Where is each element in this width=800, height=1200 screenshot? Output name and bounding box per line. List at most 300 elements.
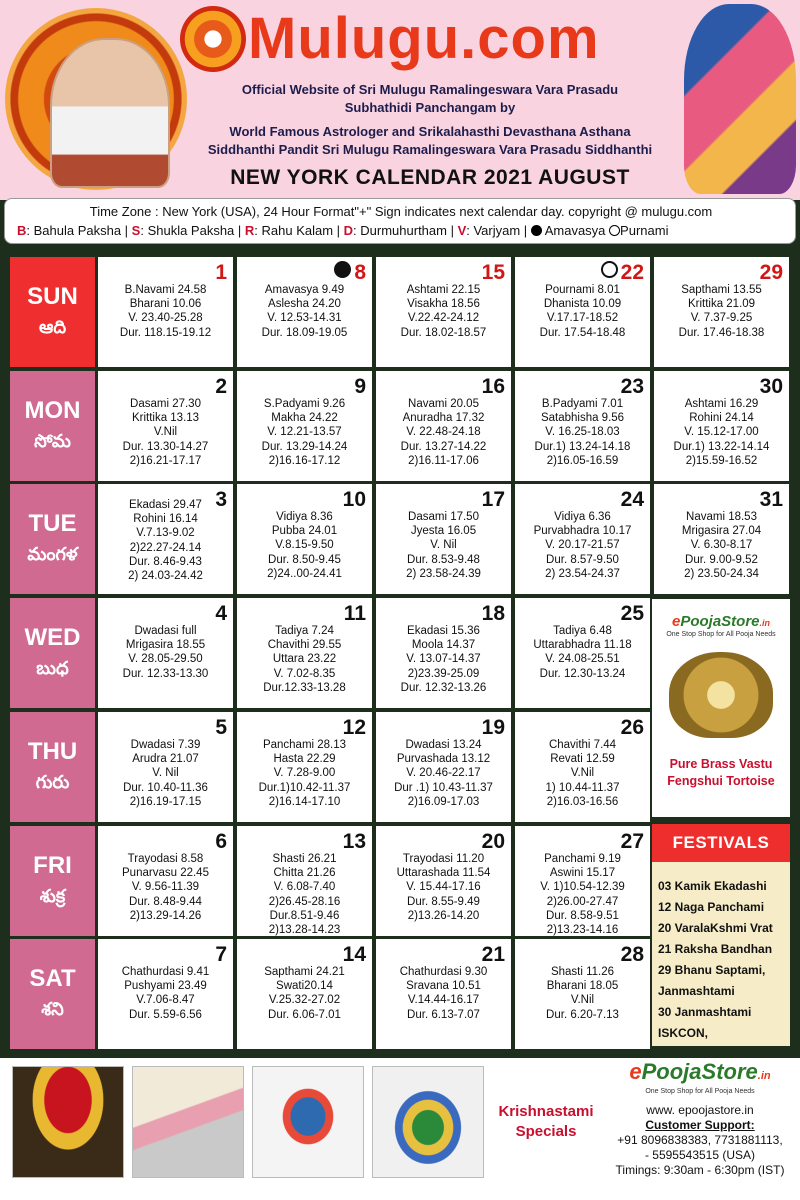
day-name-en: THU (27, 738, 78, 765)
detail-line: Ekadasi 15.36 (407, 625, 480, 637)
panchangam-details (515, 738, 650, 809)
detail-line: Navami 20.05 (408, 398, 479, 410)
detail-line: Chathurdasi 9.30 (399, 966, 488, 978)
detail-line: 2) 23.54-24.37 (545, 567, 620, 580)
date-number: 31 (759, 488, 783, 511)
date-cell-1[interactable] (98, 257, 233, 367)
detail-line: Aswini 15.17 (549, 867, 616, 880)
detail-line: Amavasya 9.49 (264, 284, 345, 296)
poojastore-ad[interactable] (652, 599, 790, 817)
legend (17, 223, 668, 238)
detail-line: Punarvasu 22.45 (122, 867, 209, 880)
festival-item: 03 Kamik Ekadashi (658, 879, 767, 893)
detail-line: Jyesta 16.05 (410, 525, 477, 538)
date-cell-27[interactable] (515, 826, 650, 936)
detail-line: Dur.1)10.42-11.37 (258, 781, 351, 794)
date-number: 25 (620, 602, 644, 625)
detail-line: 2)13.23-14.16 (546, 924, 619, 937)
panchangam-details (515, 283, 650, 340)
date-cell-22[interactable] (515, 257, 650, 367)
panchangam-details (515, 965, 650, 1022)
detail-line: Sravana 10.51 (406, 980, 481, 993)
detail-line: Visakha 18.56 (407, 298, 480, 311)
panchangam-details (98, 397, 233, 468)
detail-line: 2)16.05-16.59 (546, 454, 619, 467)
detail-line: Dwadasi 7.39 (130, 739, 201, 751)
detail-line: Krittika 13.13 (131, 412, 200, 425)
detail-line: Purvabhadra 10.17 (533, 525, 632, 538)
panchangam-details (376, 738, 511, 809)
detail-line: Dur. 12.33-13.30 (122, 667, 209, 680)
detail-line: Dur. 8.48-9.44 (129, 895, 202, 908)
detail-line: Trayodasi 8.58 (127, 853, 204, 865)
date-cell-5[interactable] (98, 712, 233, 822)
detail-line: Dur. 9.00-9.52 (685, 553, 758, 566)
ad-product-text: Pure Brass Vastu Fengshui Tortoise (667, 757, 775, 788)
day-name-en: WED (24, 624, 81, 651)
detail-line: V. 15.12-17.00 (684, 426, 759, 439)
info-bar (4, 198, 796, 244)
new-moon-icon (334, 261, 351, 278)
detail-line: Dur.1) 13.24-14.18 (534, 440, 631, 453)
detail-line: Navami 18.53 (686, 511, 757, 523)
footer-poojastore-logo[interactable]: ePoojaStore.in (629, 1059, 771, 1084)
date-cell-9[interactable] (237, 371, 372, 481)
date-number: 27 (620, 830, 644, 853)
detail-line: Dur. 10.40-11.36 (123, 781, 208, 794)
panchangam-details (237, 852, 372, 937)
festivals-title: FESTIVALS (652, 824, 790, 862)
detail-line: 2)24..00-24.41 (267, 567, 342, 580)
footer (0, 1058, 800, 1200)
date-number: 20 (481, 830, 505, 853)
day-label-tue (10, 484, 95, 594)
astrologer-photo (50, 38, 170, 188)
detail-line: 2)16.09-17.03 (407, 795, 480, 808)
detail-line: Dwadasi 13.24 (405, 739, 482, 751)
detail-line: Sapthami 24.21 (264, 966, 345, 978)
detail-line: Dur. 8.57-9.50 (546, 553, 619, 566)
panchangam-details (98, 852, 233, 923)
date-number: 1 (215, 261, 227, 284)
detail-line: Bharani 18.05 (546, 980, 619, 993)
detail-line: Moola 14.37 (411, 639, 476, 652)
detail-line: Uttarashada 11.54 (396, 867, 491, 880)
detail-line: Dasami 17.50 (408, 511, 479, 523)
date-cell-20[interactable] (376, 826, 511, 936)
amavasya-dot-icon (531, 225, 542, 236)
date-number: 12 (342, 716, 366, 739)
day-name-te: మంగళ (27, 544, 78, 564)
detail-line: V.7.06-8.47 (136, 994, 195, 1007)
detail-line: 2)16.03-16.56 (546, 795, 619, 808)
panchangam-details (98, 738, 233, 809)
detail-line: V. 6.30-8.17 (690, 539, 753, 552)
detail-line: 2) 23.50-24.34 (684, 567, 759, 580)
detail-line: Ashtami 22.15 (406, 284, 481, 296)
detail-line: V.17.17-18.52 (546, 312, 619, 325)
date-number: 28 (620, 943, 644, 966)
date-cell-15[interactable] (376, 257, 511, 367)
date-cell-16[interactable] (376, 371, 511, 481)
date-cell-24[interactable] (515, 484, 650, 594)
date-cell-25[interactable] (515, 598, 650, 708)
detail-line: Dur. 8.58-9.51 (546, 909, 619, 922)
date-number: 13 (342, 830, 366, 853)
detail-line: Dur. 6.06-7.01 (268, 1008, 341, 1021)
brass-tortoise-image (669, 652, 773, 738)
detail-line: V. 9.56-11.39 (131, 881, 200, 894)
day-name-te: బుధ (36, 658, 69, 678)
festival-item: ISKCON, (658, 1026, 709, 1040)
day-name-te: శని (41, 999, 64, 1019)
footer-store-info (600, 1059, 800, 1178)
festival-item: 20 VaralaKshmi Vrat (658, 921, 773, 935)
date-cell-6[interactable] (98, 826, 233, 936)
detail-line: Mrigasira 18.55 (125, 639, 206, 652)
detail-line: V. Nil (430, 539, 457, 552)
panchangam-details (515, 397, 650, 468)
date-cell-4[interactable] (98, 598, 233, 708)
panchangam-details (376, 624, 511, 695)
day-name-en: TUE (28, 510, 77, 537)
header-line-2: Subhathidi Panchangam by (344, 100, 516, 115)
panchangam-details (237, 397, 372, 468)
date-number: 19 (481, 716, 505, 739)
timezone-note: Time Zone : New York (USA), 24 Hour Format"+" Sign indicates next calendar day. copyright @ mulugu.com (89, 204, 713, 219)
detail-line: Dur. 18.02-18.57 (400, 326, 487, 339)
detail-line: V. 22.48-24.18 (406, 426, 481, 439)
date-cell-10[interactable] (237, 484, 372, 594)
detail-line: 2)16.11-17.06 (408, 454, 479, 467)
detail-line: V.8.15-9.50 (275, 539, 334, 552)
day-label-sun (10, 257, 95, 367)
detail-line: V. 1)10.54-12.39 (540, 881, 625, 894)
detail-line: Pubba 24.01 (271, 525, 338, 538)
day-name-en: SUN (27, 283, 78, 310)
day-name-te: సోమ (34, 431, 71, 451)
detail-line: 2)16.14-17.10 (268, 795, 341, 808)
footer-tagline: One Stop Shop for All Pooja Needs (645, 1088, 755, 1095)
detail-line: Purvashada 13.12 (396, 753, 491, 766)
legend-item: V: Varjyam | (457, 223, 528, 238)
date-cell-8[interactable] (237, 257, 372, 367)
date-cell-23[interactable] (515, 371, 650, 481)
detail-line: Dur. 118.15-19.12 (119, 326, 212, 339)
detail-line: Trayodasi 11.20 (402, 853, 485, 865)
detail-line: V. 7.02-8.35 (273, 667, 336, 680)
day-name-te: ఆది (38, 317, 67, 337)
legend-item: B: Bahula Paksha | (17, 223, 132, 238)
detail-line: V.22.42-24.12 (407, 312, 480, 325)
day-name-en: FRI (33, 852, 72, 879)
date-cell-3[interactable] (98, 484, 233, 594)
detail-line: Panchami 28.13 (262, 739, 347, 751)
panchangam-details (654, 397, 789, 468)
detail-line: 2)26.45-28.16 (268, 895, 341, 908)
panchangam-details (237, 283, 372, 340)
date-number: 15 (481, 261, 505, 284)
detail-line: V. 12.21-13.57 (267, 426, 342, 439)
phone-line-2: - 5595543515 (USA) (644, 1148, 756, 1162)
date-number: 6 (215, 830, 227, 853)
detail-line: 2) 24.03-24.42 (128, 570, 203, 583)
date-number: 17 (481, 488, 505, 511)
detail-line: Uttarabhadra 11.18 (533, 639, 632, 652)
phone-line-1: +91 8096838383, 7731881113, (617, 1133, 783, 1147)
detail-line: V. 28.05-29.50 (128, 653, 203, 666)
detail-line: Dur. 8.46-9.43 (129, 555, 202, 568)
detail-line: V. Nil (152, 767, 179, 780)
panchangam-details (237, 624, 372, 695)
purnami-label: Purnami (620, 223, 669, 238)
date-number: 14 (342, 943, 366, 966)
detail-line: S.Padyami 9.26 (263, 398, 346, 410)
date-cell-2[interactable] (98, 371, 233, 481)
detail-line: Dur .1) 10.43-11.37 (394, 781, 493, 794)
panchangam-details (98, 965, 233, 1022)
detail-line: Shasti 11.26 (550, 966, 615, 978)
detail-line: V.Nil (570, 767, 595, 780)
date-cell-7[interactable] (98, 939, 233, 1049)
panchangam-details (237, 965, 372, 1022)
poojastore-logo: ePoojaStore.in (671, 613, 771, 630)
festivals-panel (652, 824, 790, 1046)
panchangam-details (515, 624, 650, 681)
logo-text: Mulugu.com (248, 6, 600, 71)
date-number: 29 (759, 261, 783, 284)
date-number: 26 (620, 716, 644, 739)
detail-line: 2)23.39-25.09 (407, 667, 480, 680)
detail-line: 2)15.59-16.52 (685, 454, 758, 467)
legend-item: D: Durmuhurtham | (343, 223, 458, 238)
detail-line: Dur. 8.55-9.49 (407, 895, 480, 908)
detail-line: Dur. 5.59-6.56 (129, 1008, 202, 1021)
poojastore-tagline: One Stop Shop for All Pooja Needs (666, 631, 776, 638)
detail-line: Dur.1) 13.22-14.14 (673, 440, 770, 453)
full-moon-icon (601, 261, 618, 278)
panchangam-details (376, 852, 511, 923)
day-label-sat (10, 939, 95, 1049)
date-cell-26[interactable] (515, 712, 650, 822)
detail-line: Dur.12.33-13.28 (263, 681, 346, 694)
product-photo-idol-set[interactable] (372, 1066, 484, 1178)
panchangam-details (98, 624, 233, 681)
detail-line: Shasti 26.21 (272, 853, 337, 865)
detail-line: V.14.44-16.17 (407, 994, 480, 1007)
festival-item: 30 Janmashtami (658, 1005, 752, 1019)
date-cell-18[interactable] (376, 598, 511, 708)
panchangam-details (654, 510, 789, 581)
date-number: 24 (620, 488, 644, 511)
detail-line: Dur. 13.30-14.27 (122, 440, 209, 453)
detail-line: Tadiya 6.48 (553, 625, 612, 637)
site-logo[interactable] (180, 4, 680, 74)
detail-line: Dur. 6.13-7.07 (407, 1008, 480, 1021)
detail-line: Pournami 8.01 (545, 284, 620, 296)
page-title: NEW YORK CALENDAR 2021 AUGUST (230, 166, 630, 189)
detail-line: 2)26.00-27.47 (546, 895, 619, 908)
day-name-en: MON (24, 397, 81, 424)
detail-line: V. 24.08-25.51 (545, 653, 620, 666)
detail-line: Dur.8.51-9.46 (269, 909, 340, 922)
day-label-wed (10, 598, 95, 708)
radha-krishna-image (684, 4, 796, 194)
date-number: 11 (343, 602, 366, 625)
krishnastami-specials: Krishnastami Specials (498, 1103, 594, 1140)
festival-item: 29 Bhanu Saptami, (658, 963, 766, 977)
product-photo-jhula[interactable] (12, 1066, 124, 1178)
detail-line: Tadiya 7.24 (275, 625, 334, 637)
day-name-en: SAT (29, 965, 76, 992)
detail-line: V. 15.44-17.16 (406, 881, 481, 894)
day-label-fri (10, 826, 95, 936)
festival-item: Janmashtami (658, 984, 735, 998)
detail-line: Dur. 13.29-14.24 (261, 440, 348, 453)
panchangam-details (376, 283, 511, 340)
date-number: 7 (215, 943, 227, 966)
detail-line: V. 12.53-14.31 (267, 312, 342, 325)
detail-line: Dur. 18.09-19.05 (261, 326, 348, 339)
date-cell-29[interactable] (654, 257, 789, 367)
detail-line: 2)16.21-17.17 (129, 454, 202, 467)
logo-emblem-icon (180, 6, 246, 72)
header-line-4: Siddhanthi Pandit Sri Mulugu Ramalingeswara Vara Prasadu Siddhanthi (207, 142, 653, 157)
panchangam-details (237, 510, 372, 581)
website-link[interactable]: www. epoojastore.in (646, 1103, 754, 1117)
detail-line: Revati 12.59 (550, 753, 615, 766)
detail-line: V.Nil (570, 994, 595, 1007)
date-cell-30[interactable] (654, 371, 789, 481)
day-name-te: శుక్ర (39, 886, 66, 906)
detail-line: 2)13.28-14.23 (268, 924, 341, 937)
detail-line: Hasta 22.29 (273, 753, 336, 766)
detail-line: V. 6.08-7.40 (273, 881, 336, 894)
date-number: 30 (759, 375, 783, 398)
date-number: 21 (481, 943, 505, 966)
detail-line: Chavithi 7.44 (548, 739, 617, 751)
date-number: 2 (215, 375, 227, 398)
product-photo-krishna-idol[interactable] (252, 1066, 364, 1178)
detail-line: V. 13.07-14.37 (406, 653, 481, 666)
detail-line: Panchami 9.19 (544, 853, 621, 865)
detail-line: V. 20.17-21.57 (545, 539, 620, 552)
panchangam-details (654, 283, 789, 340)
date-number: 10 (342, 488, 366, 511)
date-number: 9 (354, 375, 366, 398)
date-number: 18 (481, 602, 505, 625)
detail-line: 2)16.19-17.15 (129, 795, 202, 808)
day-name-te: గురు (35, 772, 70, 792)
date-cell-31[interactable] (654, 484, 789, 594)
date-number: 4 (215, 602, 227, 625)
detail-line: Ekadasi 29.47 (129, 499, 202, 511)
panchangam-details (237, 738, 372, 809)
detail-line: Chathurdasi 9.41 (121, 966, 210, 978)
detail-line: Dur. 12.32-13.26 (400, 681, 487, 694)
detail-line: Krittika 21.09 (687, 298, 756, 311)
detail-line: Rohini 16.14 (133, 513, 198, 526)
panchangam-details (515, 510, 650, 581)
detail-line: 2)13.29-14.26 (129, 909, 202, 922)
detail-line: Rohini 24.14 (689, 412, 754, 425)
date-number: 3 (215, 488, 227, 511)
detail-line: V. 16.25-18.03 (545, 426, 620, 439)
header (0, 0, 800, 200)
festivals-list (652, 876, 790, 1044)
detail-line: Makha 24.22 (271, 412, 338, 425)
date-cell-19[interactable] (376, 712, 511, 822)
detail-line: V.7.13-9.02 (136, 527, 195, 540)
detail-line: Satabhisha 9.56 (540, 412, 625, 425)
detail-line: 2)16.16-17.12 (268, 454, 341, 467)
detail-line: Dur. 13.27-14.22 (400, 440, 487, 453)
header-line-1: Official Website of Sri Mulugu Ramalingeswara Vara Prasadu (241, 82, 619, 97)
date-number: 23 (620, 375, 644, 398)
detail-line: 1) 10.44-11.37 (545, 781, 620, 794)
festival-item: 21 Raksha Bandhan (658, 942, 773, 956)
date-cell-13[interactable] (237, 826, 372, 936)
detail-line: Dur. 8.50-9.45 (268, 553, 341, 566)
date-cell-21[interactable] (376, 939, 511, 1049)
date-cell-12[interactable] (237, 712, 372, 822)
date-cell-28[interactable] (515, 939, 650, 1049)
detail-line: Chitta 21.26 (273, 867, 336, 880)
detail-line: Dur. 12.30-13.24 (539, 667, 626, 680)
detail-line: Dur. 17.54-18.48 (539, 326, 626, 339)
panchangam-details (376, 965, 511, 1022)
panchangam-details (98, 283, 233, 340)
purnami-circle-icon (609, 225, 620, 236)
detail-line: Ashtami 16.29 (684, 398, 759, 410)
detail-line: Vidiya 6.36 (554, 511, 611, 523)
detail-line: V.Nil (153, 426, 178, 439)
legend-item: R: Rahu Kalam | (244, 223, 344, 238)
detail-line: Dur. 6.20-7.13 (546, 1008, 619, 1021)
detail-line: 2)22.27-24.14 (129, 541, 202, 554)
day-label-mon (10, 371, 95, 481)
panchangam-details (376, 397, 511, 468)
detail-line: V. 20.46-22.17 (406, 767, 481, 780)
amavasya-label: Amavasya (544, 223, 606, 238)
legend-item: S: Shukla Paksha | (131, 223, 245, 238)
detail-line: Dur. 17.46-18.38 (678, 326, 765, 339)
date-cell-14[interactable] (237, 939, 372, 1049)
detail-line: Dasami 27.30 (130, 398, 201, 410)
product-photo-crown[interactable] (132, 1066, 244, 1178)
date-cell-11[interactable] (237, 598, 372, 708)
header-line-3: World Famous Astrologer and Srikalahasthi Devasthana Asthana (229, 124, 631, 139)
panchangam-details (98, 498, 233, 583)
detail-line: Dhanista 10.09 (543, 298, 622, 311)
date-number: 8 (334, 261, 366, 285)
detail-line: Mrigasira 27.04 (681, 525, 762, 538)
detail-line: Sapthami 13.55 (681, 284, 762, 296)
date-number: 22 (601, 261, 644, 285)
detail-line: Chavithi 29.55 (267, 639, 342, 652)
detail-line: Pushyami 23.49 (124, 980, 207, 993)
detail-line: Uttara 23.22 (272, 653, 337, 666)
detail-line: Vidiya 8.36 (276, 511, 333, 523)
detail-line: Bharani 10.06 (129, 298, 202, 311)
detail-line: Aslesha 24.20 (268, 298, 341, 311)
detail-line: 2) 23.58-24.39 (406, 567, 481, 580)
detail-line: V. 7.28-9.00 (273, 767, 336, 780)
day-label-thu (10, 712, 95, 822)
date-number: 16 (481, 375, 505, 398)
date-cell-17[interactable] (376, 484, 511, 594)
timings: Timings: 9:30am - 6:30pm (IST) (615, 1163, 785, 1177)
